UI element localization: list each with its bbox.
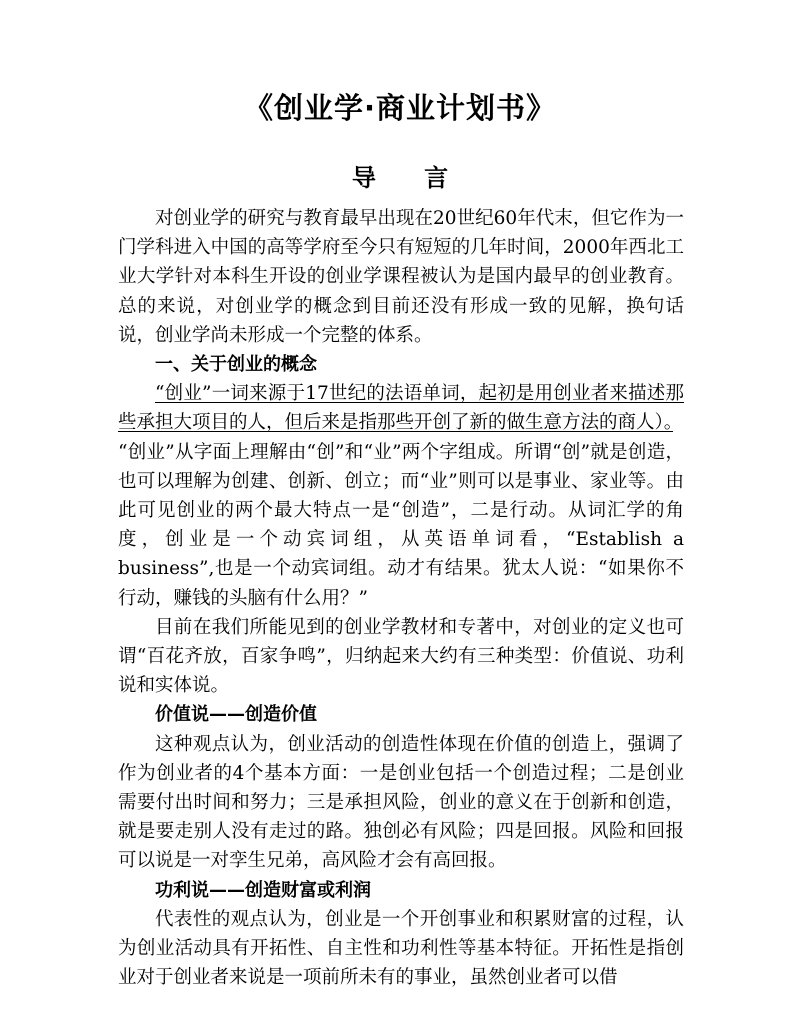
underlined-origin-text: “创业”一词来源于17世纪的法语单词，起初是用创业者来描述那些承担大项目的人，但后来是指那些开创了新的做生意方法的商人）。 — [118, 383, 684, 434]
paragraph-utility: 代表性的观点认为，创业是一个开创事业和积累财富的过程，认为创业活动具有开拓性、自主性和功利性等基本特征。开拓性是指创业对于创业者来说是一项前所未有的事业，虽然创业者可以借 — [118, 908, 684, 989]
concept-body-text: “创业”从字面上理解由“创”和“业”两个字组成。所谓“创”就是创造，也可以理解为创建、创新、创立；而“业”则可以是事业、家业等。由此可见创业的两个最大特点一是“创造”，二是行动。从词汇学的角度，创业是一个动宾词组，从英语单词看，“Establish a business”,也是一个动宾词组。动才有结果。犹太人说：“如果你不行动，赚钱的头脑有什么用？” — [118, 441, 684, 609]
section-heading-concept: 一、关于创业的概念 — [155, 354, 317, 376]
intro-heading: 导 言 — [351, 164, 449, 192]
document-body — [118, 204, 684, 992]
section-heading-utility: 功利说——创造财富或利润 — [155, 879, 371, 901]
document-title: 《创业学·商业计划书》 — [243, 91, 557, 125]
paragraph-concept — [118, 379, 684, 613]
paragraph-definitions: 目前在我们所能见到的创业学教材和专著中，对创业的定义也可谓“百花齐放，百家争鸣”，归纳起来大约有三种类型：价值说、功利说和实体说。 — [118, 616, 684, 697]
section-heading-value: 价值说——创造价值 — [155, 704, 317, 726]
paragraph-intro: 对创业学的研究与教育最早出现在20世纪60年代末，但它作为一门学科进入中国的高等学府至今只有短短的几年时间，2000年西北工业大学针对本科生开设的创业学课程被认为是国内最早的创业教育。总的来说，对创业学的概念到目前还没有形成一致的见解，换句话说，创业学尚未形成一个完整的体系。 — [118, 208, 684, 346]
paragraph-value: 这种观点认为，创业活动的创造性体现在价值的创造上，强调了作为创业者的4个基本方面：一是创业包括一个创造过程；二是创业需要付出时间和努力；三是承担风险，创业的意义在于创新和创造，就是要走别人没有走过的路。独创必有风险；四是回报。风险和回报可以说是一对孪生兄弟，高风险才会有高回报。 — [118, 733, 684, 872]
